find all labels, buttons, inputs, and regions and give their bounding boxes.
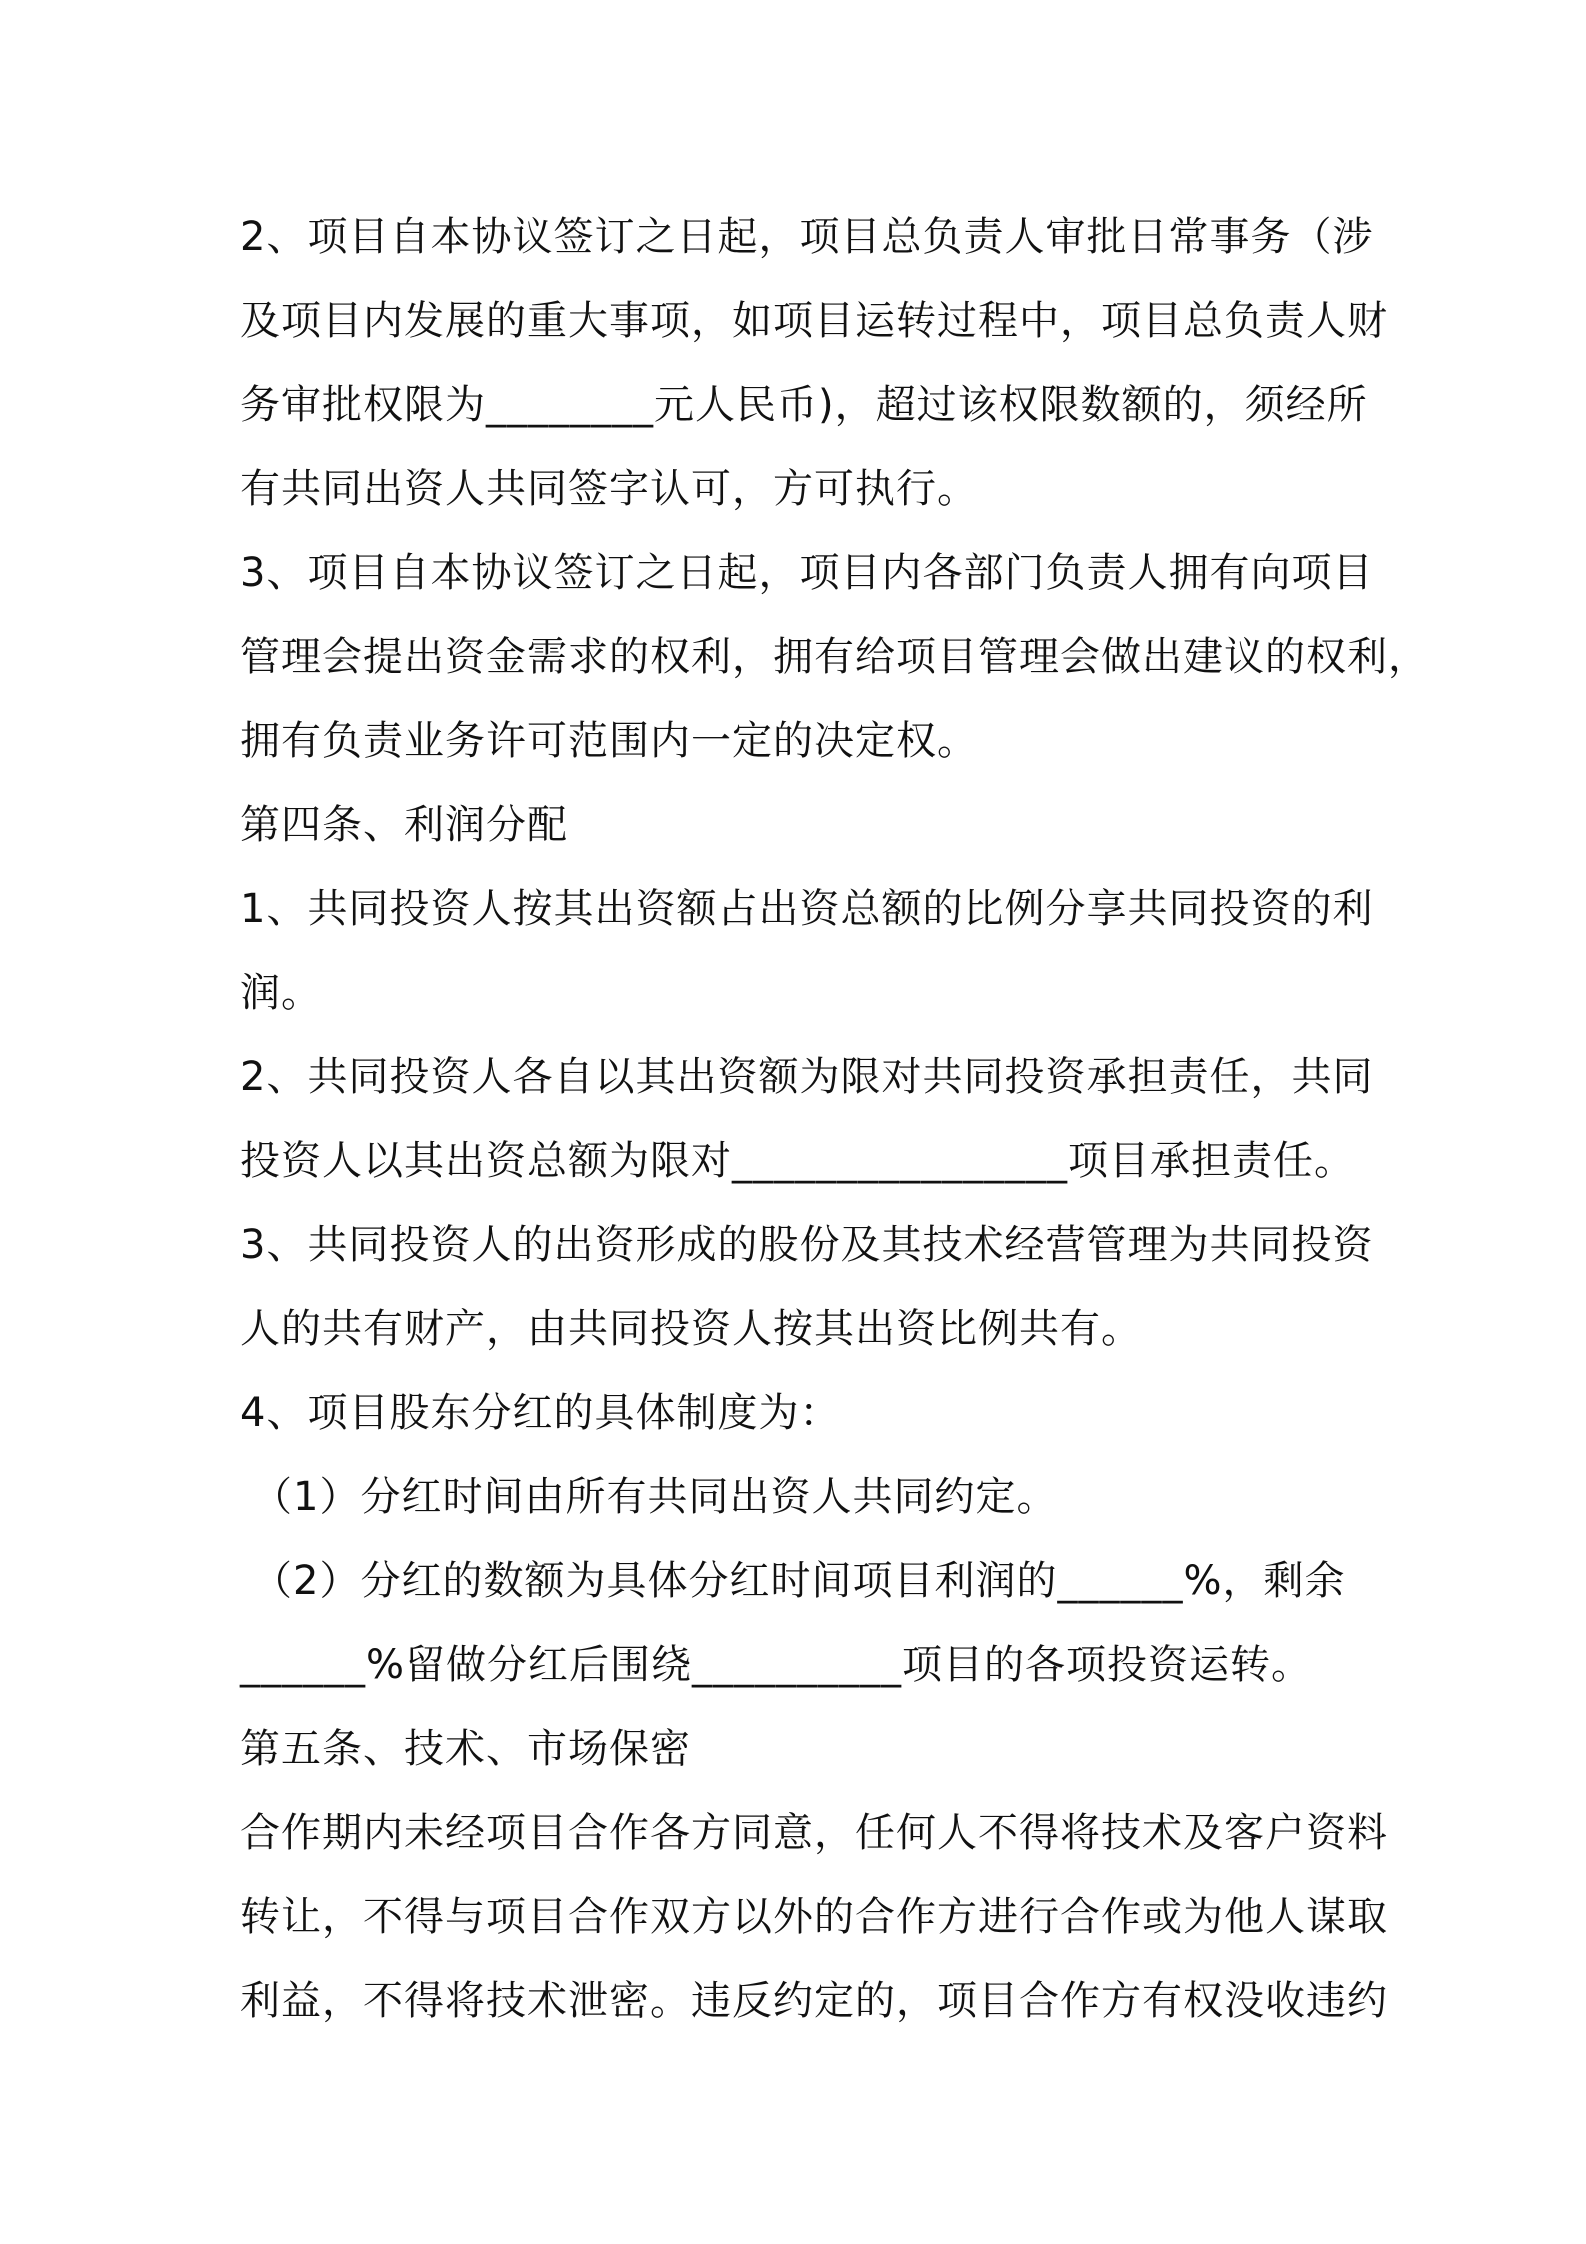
paragraph-line: 转让，不得与项目合作双方以外的合作方进行合作或为他人谋取	[240, 1894, 1388, 1940]
paragraph-line: 润。	[240, 970, 322, 1016]
paragraph-line: 及项目内发展的重大事项，如项目运转过程中，项目总负责人财	[240, 298, 1388, 344]
paragraph-line: 3、项目自本协议签订之日起，项目内各部门负责人拥有向项目	[240, 550, 1374, 596]
paragraph-line: 利益，不得将技术泄密。违反约定的，项目合作方有权没收违约	[240, 1978, 1388, 2024]
paragraph-line: 4、项目股东分红的具体制度为：	[240, 1390, 841, 1436]
paragraph-line: 投资人以其出资总额为限对________________项目承担责任。	[240, 1138, 1355, 1184]
paragraph-line: 拥有负责业务许可范围内一定的决定权。	[240, 718, 978, 764]
paragraph-line: 务审批权限为________元人民币)，超过该权限数额的，须经所	[240, 382, 1368, 428]
paragraph-line: 2、项目自本协议签订之日起，项目总负责人审批日常事务（涉	[240, 214, 1374, 260]
sub-item-line: （2）分红的数额为具体分红时间项目利润的______%，剩余	[252, 1558, 1346, 1604]
paragraph-line: 合作期内未经项目合作各方同意，任何人不得将技术及客户资料	[240, 1810, 1388, 1856]
paragraph-line: 3、共同投资人的出资形成的股份及其技术经营管理为共同投资	[240, 1222, 1374, 1268]
paragraph-line: 2、共同投资人各自以其出资额为限对共同投资承担责任，共同	[240, 1054, 1374, 1100]
sub-item-line: （1）分红时间由所有共同出资人共同约定。	[252, 1474, 1058, 1520]
document-body	[240, 195, 1429, 2043]
paragraph-line: ______%留做分红后围绕__________项目的各项投资运转。	[240, 1642, 1313, 1688]
paragraph-line: 有共同出资人共同签字认可，方可执行。	[240, 466, 978, 512]
paragraph-line: 1、共同投资人按其出资额占出资总额的比例分享共同投资的利	[240, 886, 1374, 932]
section-heading: 第五条、技术、市场保密	[240, 1726, 691, 1772]
paragraph-line: 管理会提出资金需求的权利，拥有给项目管理会做出建议的权利，	[240, 634, 1429, 680]
paragraph-line: 人的共有财产，由共同投资人按其出资比例共有。	[240, 1306, 1142, 1352]
section-heading: 第四条、利润分配	[240, 802, 568, 848]
